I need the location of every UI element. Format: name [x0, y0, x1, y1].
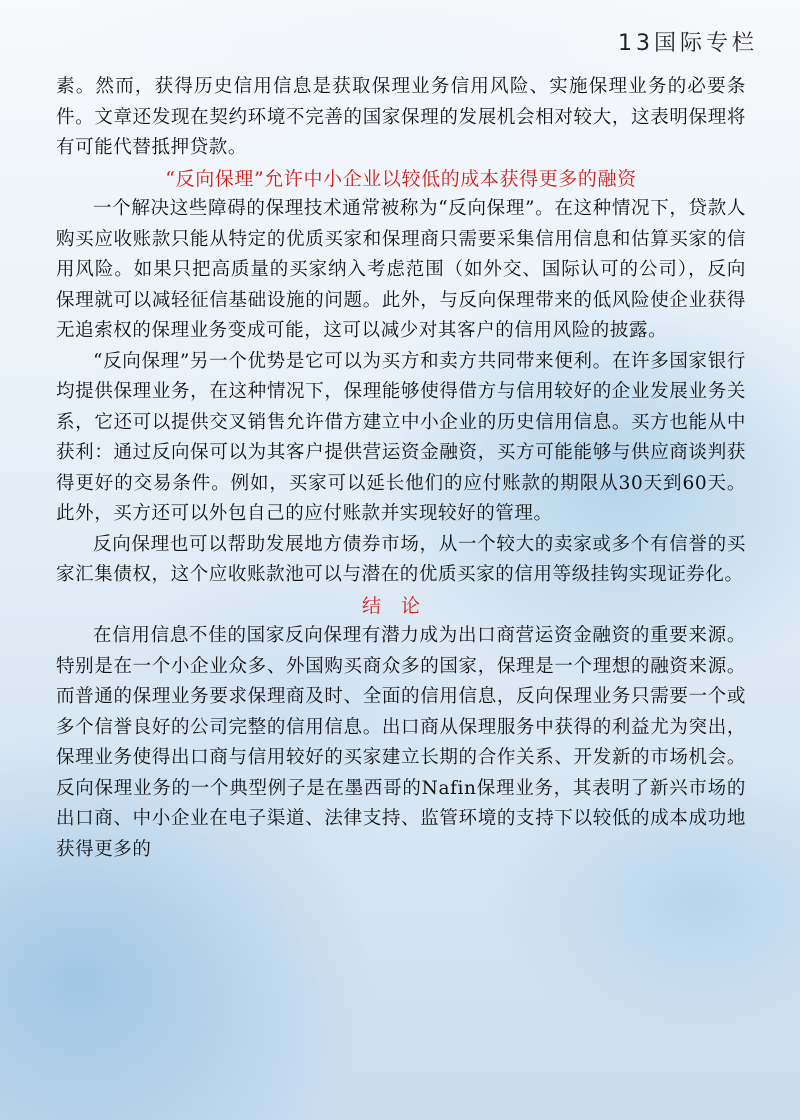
article-body	[56, 72, 746, 865]
paragraph-3: 反向保理也可以帮助发展地方债券市场，从一个较大的卖家或多个有信誉的买家汇集债权，这个应收账款池可以与潜在的优质买家的信用等级挂钩实现证券化。	[56, 533, 746, 585]
section-heading-conclusion: 结论	[361, 594, 440, 617]
paragraph-4: 在信用信息不佳的国家反向保理有潜力成为出口商营运资金融资的重要来源。特别是在一个小企业众多、外国购买商众多的国家，保理是一个理想的融资来源。而普通的保理业务要求保理商及时、全面的信用信息，反向保理业务只需要一个或多个信誉良好的公司完整的信用信息。出口商从保理服务中获得的利益尤为突出，保理业务使得出口商与信用较好的买家建立长期的合作关系、开发新的市场机会。反向保理业务的一个典型例子是在墨西哥的Nafin保理业务，其表明了新兴市场的出口商、中小企业在电子渠道、法律支持、监管环境的支持下以较低的成本成功地获得更多的	[56, 625, 746, 860]
paragraph-continuation: 素。然而，获得历史信用信息是获取保理业务信用风险、实施保理业务的必要条件。文章还发现在契约环境不完善的国家保理的发展机会相对较大，这表明保理将有可能代替抵押贷款。	[56, 76, 746, 158]
section-heading-reverse-factoring: “反向保理”允许中小企业以较低的成本获得更多的融资	[165, 167, 637, 190]
paragraph-1: 一个解决这些障碍的保理技术通常被称为“反向保理”。在这种情况下，贷款人购买应收账款只能从特定的优质买家和保理商只需要采集信用信息和估算买家的信用风险。如果只把高质量的买家纳入考虑范围（如外交、国际认可的公司），反向保理就可以减轻征信基础设施的问题。此外，与反向保理带来的低风险使企业获得无追索权的保理业务变成可能，这可以减少对其客户的信用风险的披露。	[56, 198, 746, 341]
page-header: 13国际专栏	[618, 31, 758, 56]
paragraph-2: “反向保理”另一个优势是它可以为买方和卖方共同带来便利。在许多国家银行均提供保理业务，在这种情况下，保理能够使得借方与信用较好的企业发展业务关系，它还可以提供交叉销售允许借方建立中小企业的历史信用信息。买方也能从中获利：通过反向保可以为其客户提供营运资金融资，买方可能能够与供应商谈判获得更好的交易条件。例如，买家可以延长他们的应付账款的期限从30天到60天。此外，买方还可以外包自己的应付账款并实现较好的管理。	[56, 350, 746, 524]
